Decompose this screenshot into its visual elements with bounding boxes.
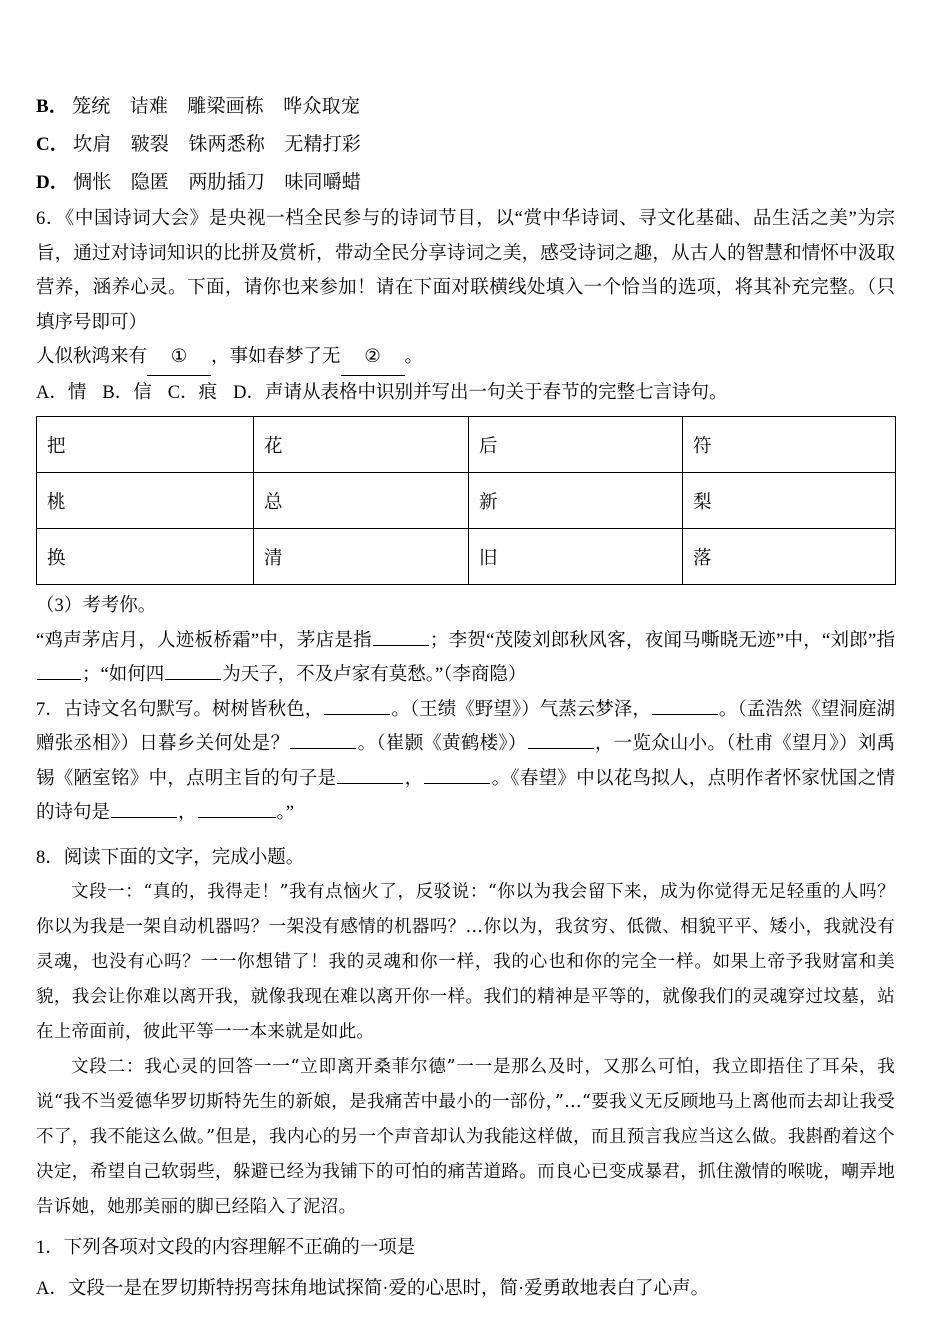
sub3-blank-1[interactable] [373, 627, 429, 646]
option-text-c: 坎肩 皲裂 铢两悉称 无精打彩 [73, 134, 362, 155]
q7-blank-5[interactable] [337, 765, 403, 784]
table-row [37, 417, 896, 473]
character-grid-body [37, 417, 896, 585]
option-text-b: 笼统 诘难 雕梁画栋 哗众取宠 [72, 96, 361, 117]
couplet-part-2: ，事如春梦了无 [211, 347, 341, 367]
passage-two [36, 1050, 895, 1225]
q7-seg-5: ，一览众山小。（杜甫《望月》）刘禹锡《陋室铭》中，点明主旨的句子是 [36, 734, 895, 789]
q7-blank-7[interactable] [111, 799, 177, 818]
option-text-d: 惆怅 隐匿 两肋插刀 味同嚼蜡 [73, 172, 362, 193]
choice-label-a: A． [36, 382, 68, 403]
q7-blank-4[interactable] [528, 730, 594, 749]
sub3-text-a: “鸡声茅店月，人迹板桥霜”中，茅店是指 [36, 630, 372, 651]
q7-blank-1[interactable] [324, 696, 390, 715]
table-row [37, 529, 896, 585]
sub3-text-d: 为天子，不及卢家有莫愁。”（李商隐） [222, 665, 527, 685]
table-row [37, 473, 896, 529]
table-cell: 清 [254, 529, 469, 585]
passage-one-text: “真的，我得走！”我有点恼火了，反驳说：“你以为我会留下来，成为你觉得无足轻重的人吗？你以为我是一架自动机器吗？一架没有感情的机器吗？…你以为，我贫穷、低微、相貌平平、矮小，我就没有灵魂，也没有心吗？一一你想错了！我的灵魂和你一样，我的心也和你的完全一样。如果上帝予我财富和美貌，我会让你难以离开我，就像我现在难以离开你一样。我们的精神是平等的，就像我们的灵魂穿过坟墓，站在上帝面前，彼此平等一一本来就是如此。 [36, 882, 895, 1042]
question-6 [36, 202, 895, 693]
passage-two-text: 我心灵的回答一一“立即离开桑菲尔德”一一是那么及时，又那么可怕，我立即捂住了耳朵，我说“我不当爱德华罗切斯特先生的新娘，是我痛苦中最小的一部份，”…“要我义无反顾地马上离他而去却让我受不了，我不能这么做。”但是，我内心的另一个声音却认为我能这样做，而且预言我应当这么做。我斟酌着这个决定，希望自己软弱些，躲避已经为我铺下的可怕的痛苦道路。而良心已变成暴君，抓住激情的喉咙，嘲弄地告诉她，她那美丽的脚已经陷入了泥沼。 [36, 1057, 895, 1217]
q7-seg-6: ， [404, 768, 424, 789]
option-row-b [36, 88, 895, 126]
choice-text-d: 声请从表格中识别并写出一句关于春节的完整七言诗句。 [264, 382, 728, 403]
option-row-d [36, 164, 895, 202]
q7-blank-3[interactable] [290, 730, 356, 749]
q7-seg-3: 。（孟浩然《望洞庭湖赠张丞相》）日暮乡关何处是？ [36, 699, 895, 754]
q7-seg-1: 7．古诗文名句默写。树树皆秋色， [36, 699, 324, 720]
table-cell: 符 [683, 417, 896, 473]
spacer [36, 831, 895, 841]
couplet-part-3: 。 [404, 347, 424, 367]
table-cell: 新 [469, 473, 683, 529]
table-cell: 换 [37, 529, 254, 585]
choice-label-d: D． [233, 382, 265, 403]
question-8-stem: 8．阅读下面的文字，完成小题。 [36, 847, 305, 868]
couplet-blank-1[interactable]: ① [147, 340, 211, 376]
sub3-text-b: ；李贺“茂陵刘郎秋风客，夜闻马嘶晓无迹”中，“刘郎”指 [429, 630, 895, 651]
q7-blank-6[interactable] [424, 765, 490, 784]
choice-text-a: 情 [67, 382, 87, 403]
passage-two-label: 文段二： [71, 1057, 145, 1077]
couplet-part-1: 人似秋鸿来有 [36, 347, 148, 367]
option-label-c: C． [36, 134, 70, 155]
question-8-sub1-stem: 1．下列各项对文段的内容理解不正确的一项是 [36, 1238, 416, 1258]
sub3-blank-2[interactable] [37, 661, 81, 680]
table-cell: 落 [683, 529, 896, 585]
question-8-sub1-option-a: A．文段一是在罗切斯特拐弯抹角地试探简·爱的心思时，简·爱勇敢地表白了心声。 [36, 1278, 710, 1299]
question-6-sub3-body [36, 624, 895, 693]
q7-blank-8[interactable] [198, 799, 276, 818]
choice-label-b: B． [102, 382, 134, 403]
question-6-sub3-label: （3）考考你。 [36, 596, 157, 616]
table-cell: 桃 [37, 473, 254, 529]
table-cell: 旧 [469, 529, 683, 585]
table-cell: 把 [37, 417, 254, 473]
q7-seg-4: 。（崔颢《黄鹤楼》） [357, 734, 527, 754]
table-cell: 总 [254, 473, 469, 529]
question-6-choices [36, 376, 895, 411]
q7-seg-9: 。” [276, 803, 294, 823]
options-block-top [36, 88, 895, 202]
option-row-c [36, 126, 895, 164]
option-label-d: D． [36, 172, 70, 193]
question-7-body [36, 693, 895, 831]
table-cell: 梨 [683, 473, 896, 529]
table-cell: 花 [254, 417, 469, 473]
choice-text-c: 痕 [198, 382, 218, 403]
question-6-stem: 6．《中国诗词大会》是央视一档全民参与的诗词节目，以“赏中华诗词、寻文化基础、品生活之美”为宗旨，通过对诗词知识的比拼及赏析，带动全民分享诗词之美，感受诗词之趣，从古人的智慧和情怀中汲取营养，涵养心灵。下面，请你也来参加！请在下面对联横线处填入一个恰当的选项，将其补充完整。（只填序号即可） [36, 209, 895, 333]
q7-blank-2[interactable] [652, 696, 718, 715]
question-7 [36, 693, 895, 831]
q7-seg-8: ， [178, 803, 197, 823]
passage-one-label: 文段一： [71, 882, 144, 902]
q7-seg-2: 。（王绩《野望》）气蒸云梦泽， [391, 699, 651, 720]
choice-text-b: 信 [133, 382, 152, 403]
passage-one [36, 875, 895, 1050]
question-8 [36, 841, 895, 1307]
q7-seg-7: 。《春望》中以花鸟拟人，点明作者怀家忧国之情的诗句是 [36, 768, 895, 823]
choice-label-c: C． [167, 382, 199, 403]
character-grid-table [36, 416, 896, 585]
sub3-blank-3[interactable] [165, 661, 221, 680]
couplet-blank-2[interactable]: ② [341, 340, 405, 376]
sub3-text-c: ；“如何四 [82, 665, 165, 685]
table-cell: 后 [469, 417, 683, 473]
question-6-couplet [36, 340, 895, 376]
option-label-b: B． [36, 96, 69, 117]
